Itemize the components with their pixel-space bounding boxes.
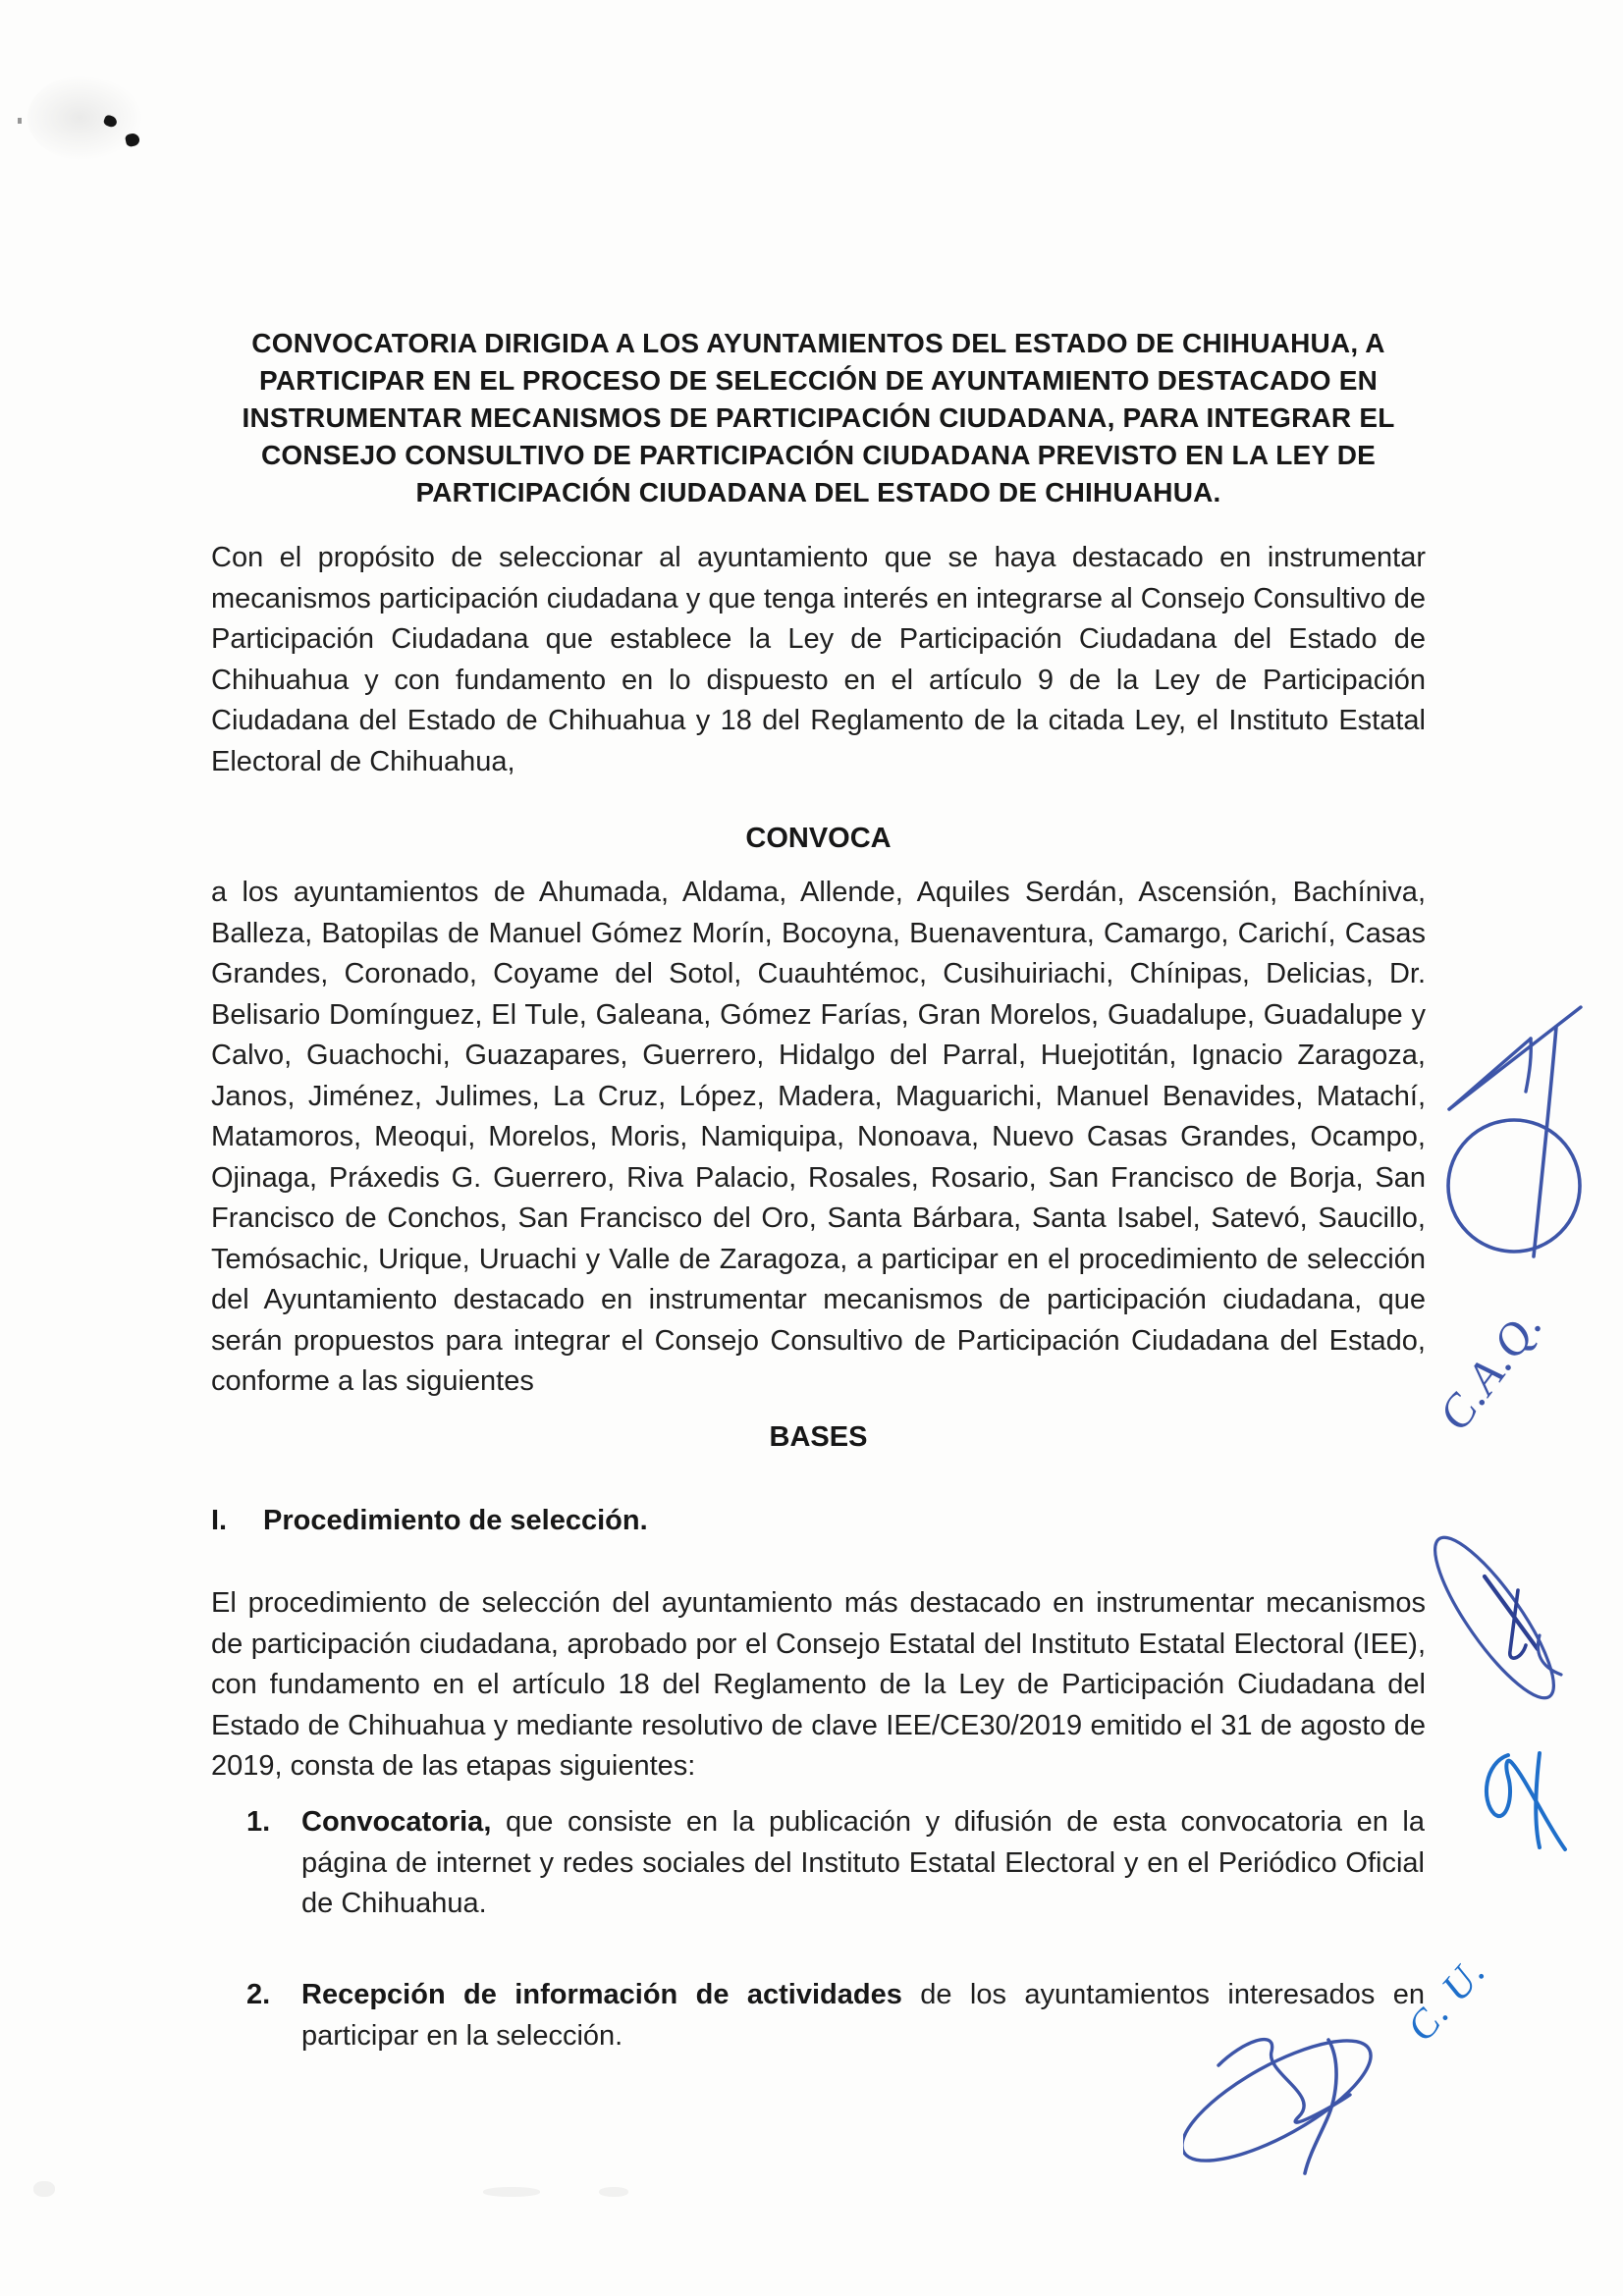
step-text xyxy=(301,1802,1425,1925)
scan-smudge xyxy=(599,2187,628,2197)
municipalities-paragraph: a los ayuntamientos de Ahumada, Aldama, Allende, Aquiles Serdán, Ascensión, Bachíniva, Balleza, Batopilas de Manuel Gómez Morín, Bocoyna, Buenaventura, Camargo, Carichí, Casas Grandes, Coronado, Coyame del Sotol, Cuauhtémoc, Cusihuiriachi, Chínipas, Delicias, Dr. Belisario Domínguez, El Tule, Galeana, Gómez Farías, Gran Morelos, Guadalupe, Guadalupe y Calvo, Guachochi, Guazapares, Guerrero, Hidalgo del Parral, Huejotitán, Ignacio Zaragoza, Janos, Jiménez, Julimes, La Cruz, López, Madera, Maguarichi, Manuel Benavides, Matachí, Matamoros, Meoqui, Morelos, Moris, Namiquipa, Nonoava, Nuevo Casas Grandes, Ocampo, Ojinaga, Práxedis G. Guerrero, Riva Palacio, Rosales, Rosario, San Francisco de Borja, San Francisco de Conchos, San Francisco del Oro, Santa Bárbara, Santa Isabel, Satevó, Saucillo, Temósachic, Urique, Uruachi y Valle de Zaragoza, a participar en el procedimiento de selección del Ayuntamiento destacado en instrumentar mecanismos de participación ciudadana, que serán propuestos para integrar el Consejo Consultivo de Participación Ciudadana del Estado, conforme a las siguientes xyxy=(211,877,1426,1397)
section-numeral: I. xyxy=(211,1505,228,1536)
intro-paragraph: Con el propósito de seleccionar al ayuntamiento que se haya destacado en instrumentar mecanismos participación ciudadana y que tenga interés en integrarse al Consejo Consultivo de Participación Ciudadana que establece la Ley de Participación Ciudadana del Estado de Chihuahua y con fundamento en lo dispuesto en el artículo 9 de la Ley de Participación Ciudadana del Estado de Chihuahua y 18 del Reglamento de la citada Ley, el Instituto Estatal Electoral de Chihuahua, xyxy=(211,542,1426,777)
step-lead: Convocatoria, xyxy=(301,1806,492,1838)
section-title: Procedimiento de selección. xyxy=(263,1505,648,1536)
step-rest: de los ayuntamientos interesados en participar en la selección. xyxy=(301,1979,1425,2052)
signature-mark-3 xyxy=(1475,1739,1578,1857)
initials-cu: C. U. xyxy=(1397,1948,1495,2050)
section-heading xyxy=(211,1505,1426,1537)
initials-caq: C.A.Q. xyxy=(1429,1298,1553,1441)
procedure-paragraph: El procedimiento de selección del ayuntamiento más destacado en instrumentar mecanismos de participación ciudadana, aprobado por el Consejo Estatal del Instituto Estatal Electoral (IEE), con fundamento en el artículo 18 del Reglamento de la Ley de Participación Ciudadana del Estado de Chihuahua y mediante resolutivo de clave IEE/CE30/2019 emitido el 31 de agosto de 2019, consta de las etapas siguientes: xyxy=(211,1587,1426,1782)
step-lead: Recepción de información de actividades xyxy=(301,1979,902,2010)
title-line: CONSEJO CONSULTIVO DE PARTICIPACIÓN CIUDADANA PREVISTO EN LA LEY DE xyxy=(260,440,1377,470)
title-line: INSTRUMENTAR MECANISMOS DE PARTICIPACIÓN CIUDADANA, PARA INTEGRAR EL xyxy=(242,402,1395,433)
signature-paraph-1 xyxy=(1435,999,1588,1274)
convoca-heading: CONVOCA xyxy=(745,823,892,854)
title-line: PARTICIPAR EN EL PROCESO DE SELECCIÓN DE AYUNTAMIENTO DESTACADO EN xyxy=(258,365,1379,396)
step-item-1 xyxy=(246,1802,1425,1925)
bases-heading: BASES xyxy=(769,1421,868,1453)
step-number: 2. xyxy=(246,1979,271,2010)
scan-smudge xyxy=(33,2181,55,2197)
title-line: CONVOCATORIA DIRIGIDA A LOS AYUNTAMIENTOS DEL ESTADO DE CHIHUAHUA, A xyxy=(251,328,1385,358)
step-number: 1. xyxy=(246,1806,271,1838)
signature-paraph-2 xyxy=(1424,1520,1586,1721)
scan-smudge xyxy=(27,75,143,161)
scan-smudge xyxy=(483,2187,540,2197)
step-rest: que consiste en la publicación y difusión de esta convocatoria en la página de internet y redes sociales del Instituto Estatal Electoral y en el Periódico Oficial de Chihuahua. xyxy=(301,1806,1425,1919)
document-title xyxy=(211,325,1426,511)
scan-speck xyxy=(18,118,22,124)
signature-paraph-4 xyxy=(1183,2001,1389,2187)
title-line: PARTICIPACIÓN CIUDADANA DEL ESTADO DE CHIHUAHUA. xyxy=(415,477,1221,507)
